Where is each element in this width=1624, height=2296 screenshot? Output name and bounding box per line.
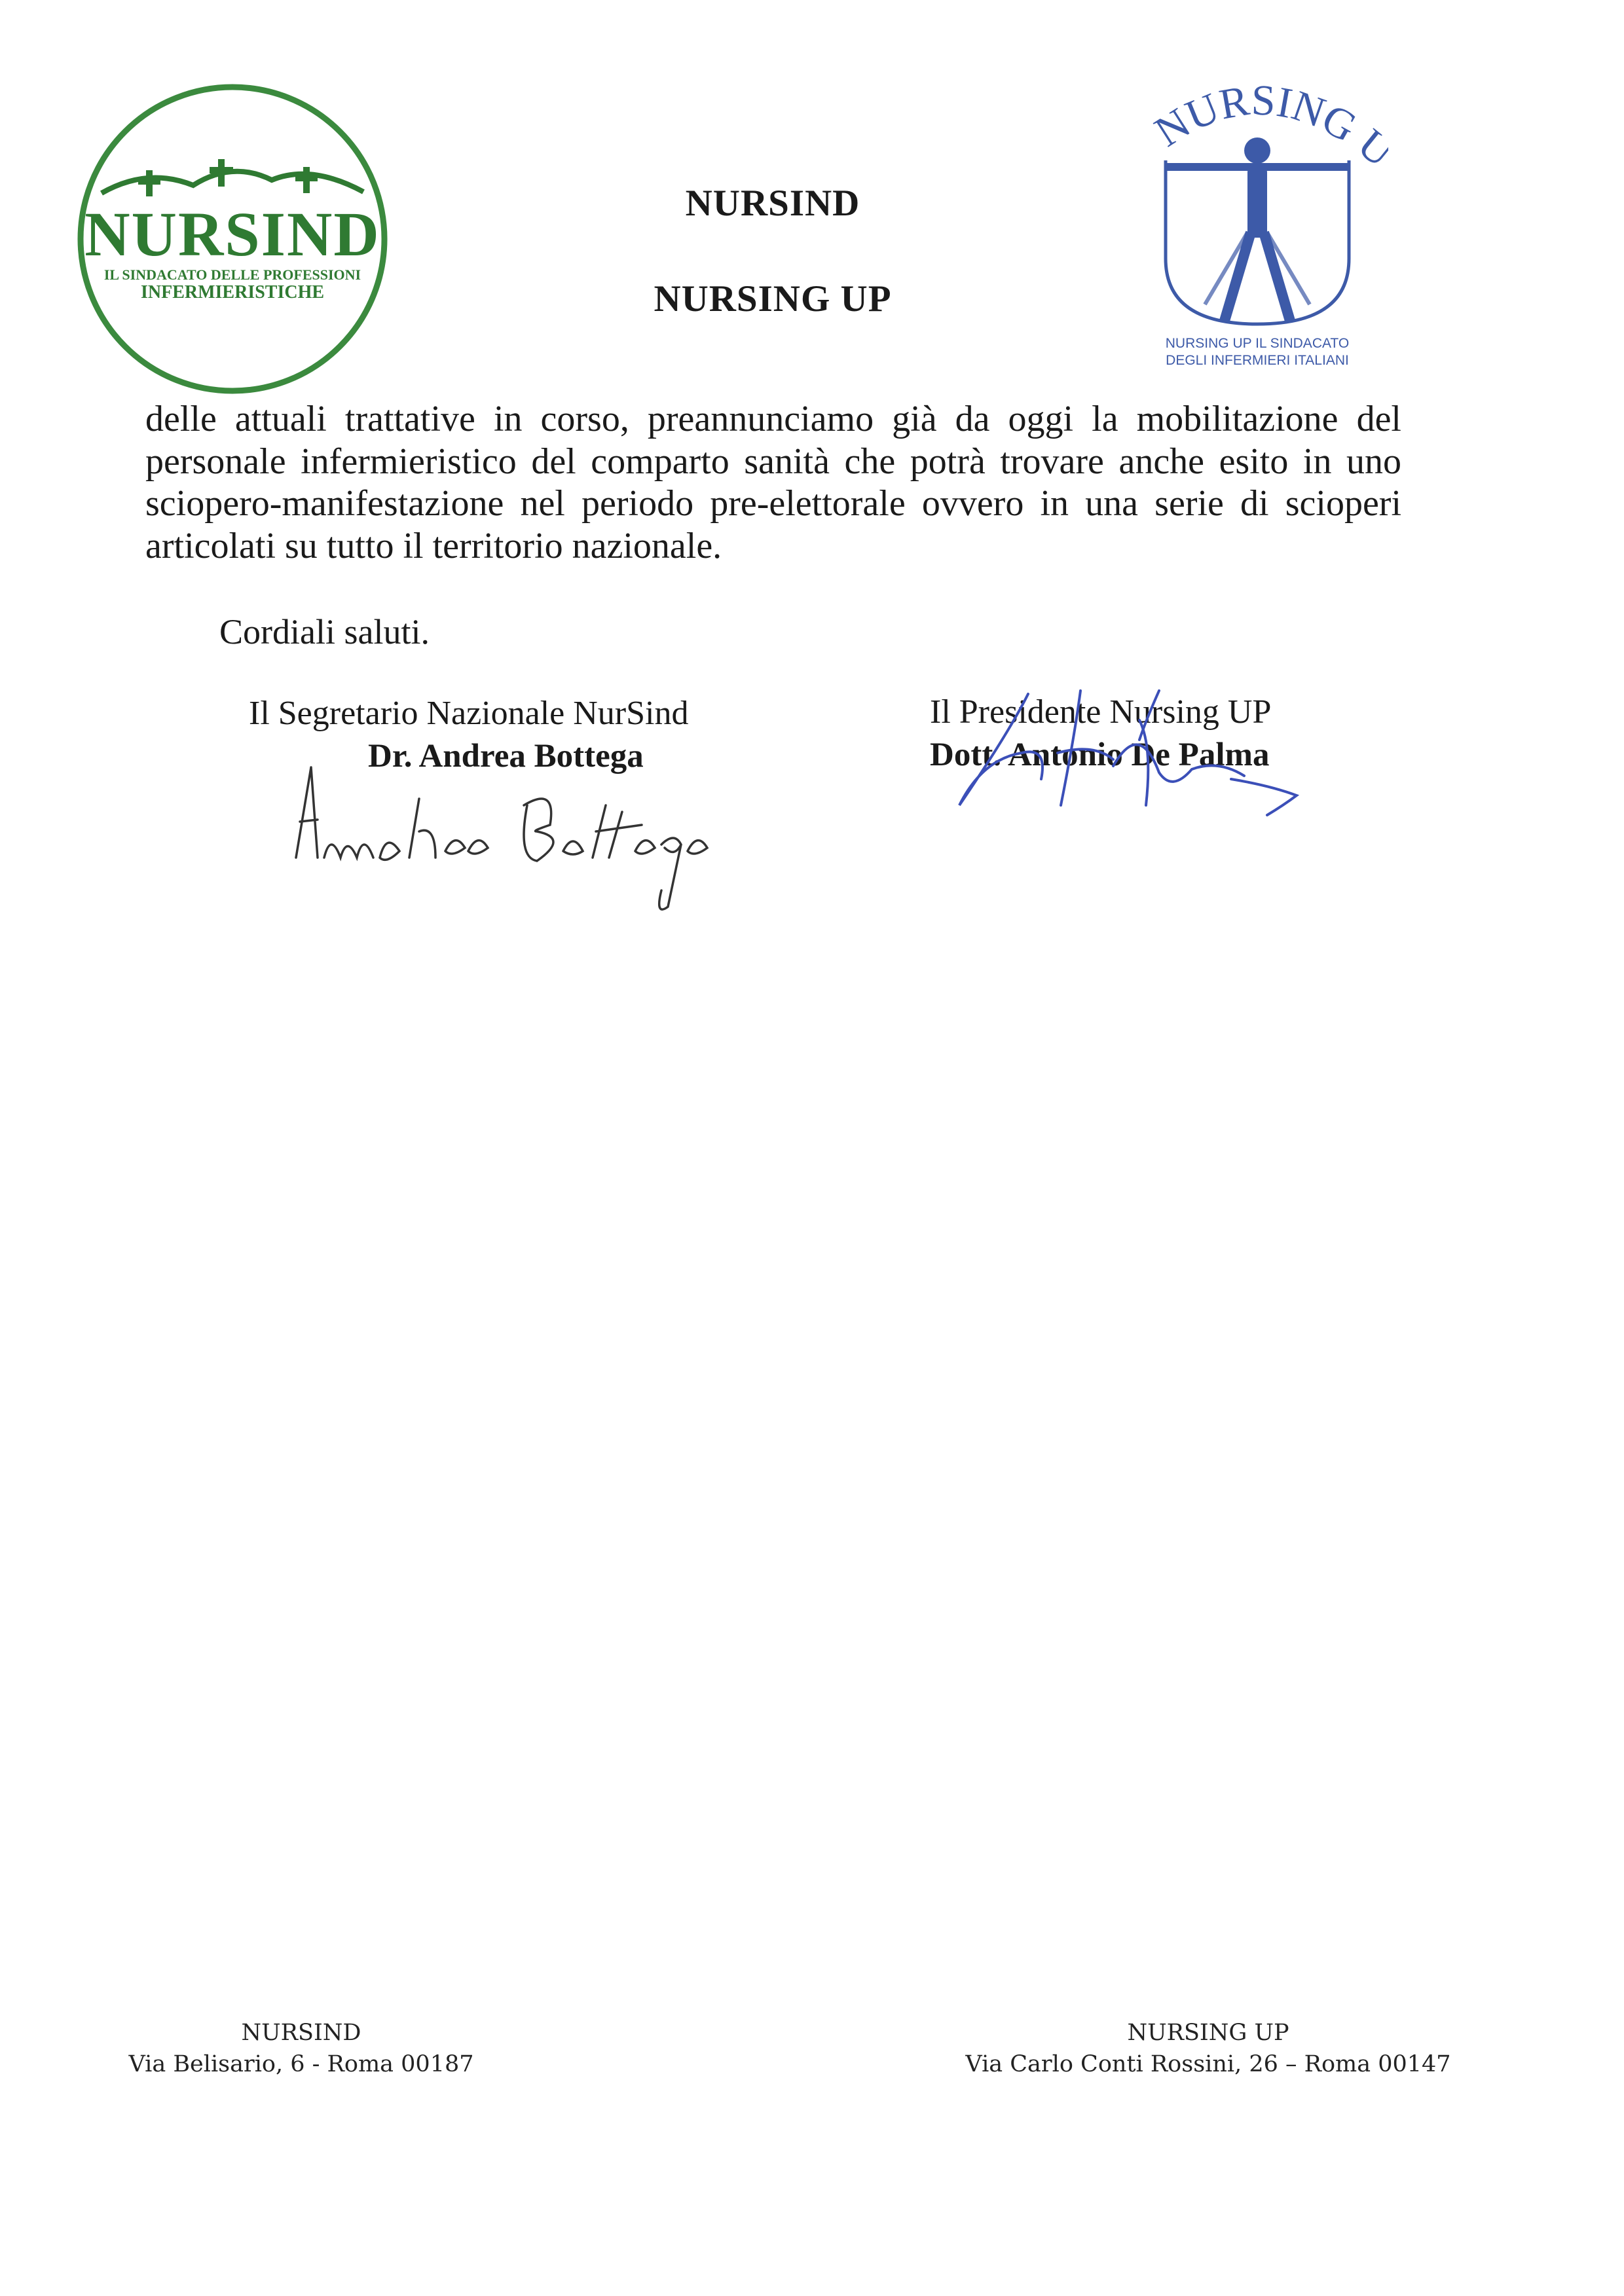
nursing-up-logo bbox=[1126, 62, 1388, 376]
footer-left-address: Via Belisario, 6 - Roma 00187 bbox=[128, 2051, 474, 2077]
header-line-2: NURSING UP bbox=[654, 278, 892, 319]
footer-right-address: Via Carlo Conti Rossini, 26 – Roma 00147 bbox=[965, 2051, 1451, 2077]
left-handwritten-signature bbox=[288, 759, 720, 917]
footer-right-org: NURSING UP bbox=[1127, 2020, 1289, 2046]
svg-text:NURSING UP: NURSING bbox=[1147, 76, 1365, 156]
left-signatory-name: Dr. Andrea Bottega bbox=[368, 738, 644, 774]
svg-text:NURSIND: NURSIND bbox=[84, 199, 380, 269]
right-handwritten-signature bbox=[943, 681, 1310, 825]
body-paragraph: delle attuali trattative in corso, preannunciamo già da oggi la mobilitazione del personale infermieristico del comparto sanità che potrà trovare anche esito in uno sciopero-manifestazione nel periodo pre-elettorale ovvero in una serie di scioperi articolati su tutto il territorio nazionale. bbox=[145, 399, 1401, 566]
footer-left-org: NURSIND bbox=[241, 2020, 361, 2046]
header-line-1: NURSIND bbox=[685, 183, 860, 224]
nursind-logo bbox=[75, 82, 390, 396]
svg-text:INFERMIERISTICHE: INFERMIERISTICHE bbox=[140, 282, 325, 302]
svg-text:NURSING UP IL SINDACATO: NURSING UP IL SINDACATO bbox=[1165, 336, 1350, 351]
closing-greeting: Cordiali saluti. bbox=[219, 612, 430, 651]
right-signatory-name: Dott. Antonio De Palma bbox=[930, 737, 1270, 773]
left-signatory-role: Il Segretario Nazionale NurSind bbox=[249, 695, 689, 732]
right-signatory-role: Il Presidente Nursing UP bbox=[930, 693, 1272, 731]
svg-text:DEGLI INFERMIERI ITALIANI: DEGLI INFERMIERI ITALIANI bbox=[1166, 353, 1349, 368]
svg-text:IL SINDACATO DELLE PROFESSIONI: IL SINDACATO DELLE PROFESSIONI bbox=[103, 266, 361, 283]
